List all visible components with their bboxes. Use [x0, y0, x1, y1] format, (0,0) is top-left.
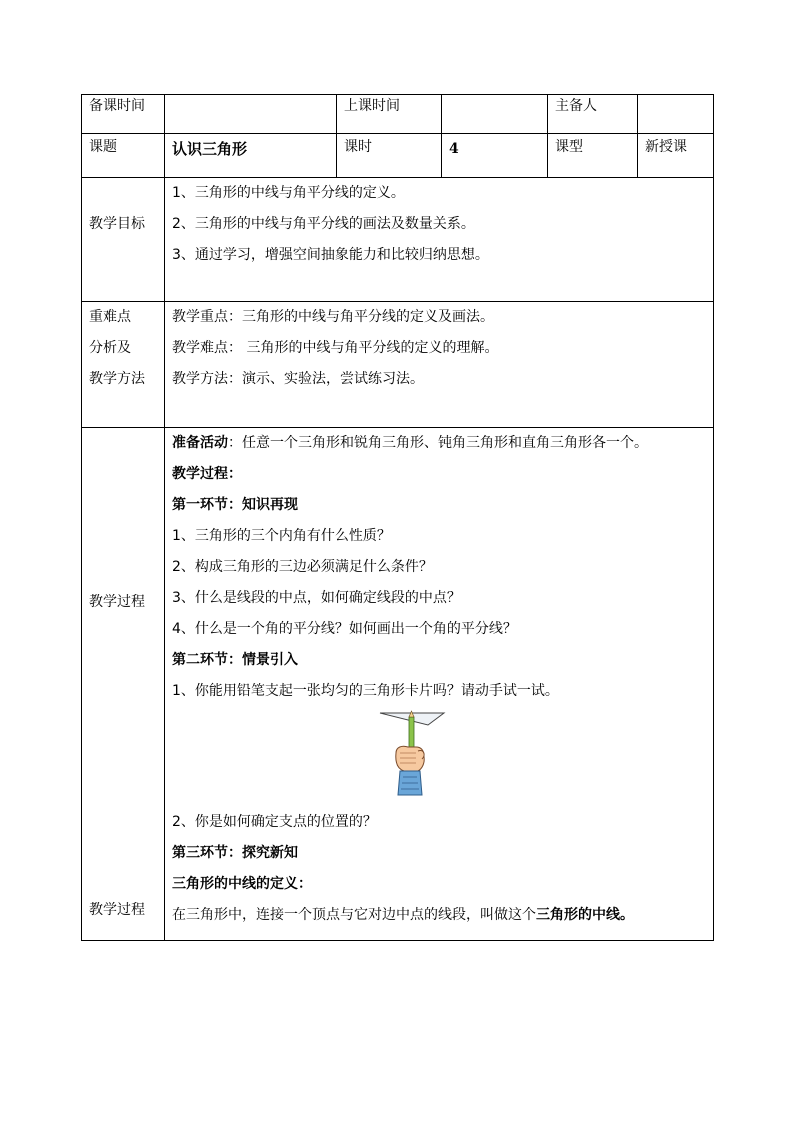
- median-definition-text: 在三角形中，连接一个顶点与它对边中点的线段，叫做这个: [172, 907, 536, 923]
- process-label-cell: [82, 428, 165, 941]
- lead-value-cell: [638, 95, 714, 134]
- prep-activity-text: ：任意一个三角形和锐角三角形、钝角三角形和直角三角形各一个。: [228, 435, 648, 451]
- topic-row: [82, 134, 714, 178]
- objectives-content-cell: [165, 178, 714, 302]
- type-label: 课型: [555, 139, 583, 155]
- section-1-question-1: 1、三角形的三个内角有什么性质？: [172, 528, 391, 544]
- period-value-cell: [442, 134, 548, 178]
- type-value: 新授课: [645, 139, 687, 155]
- prep-time-value-cell: [165, 95, 337, 134]
- key-points-row: [82, 302, 714, 428]
- median-definition-line: [172, 900, 706, 931]
- process-row: [82, 428, 714, 941]
- period-value: 4: [449, 141, 459, 157]
- key-point-method: 教学方法：演示、实验法，尝试练习法。: [172, 371, 424, 387]
- objective-item-3: 3、通过学习，增强空间抽象能力和比较归纳思想。: [172, 247, 489, 263]
- objective-item-1: 1、三角形的中线与角平分线的定义。: [172, 185, 405, 201]
- topic-value-cell: [165, 134, 337, 178]
- key-points-content-cell: [165, 302, 714, 428]
- section-1-question-2: 2、构成三角形的三边必须满足什么条件？: [172, 559, 433, 575]
- prep-activity-line: [172, 428, 706, 459]
- prep-time-label-cell: [82, 95, 165, 134]
- section-3-heading: 第三环节：探究新知: [172, 845, 298, 861]
- key-points-label-line-3: 教学方法: [89, 371, 145, 387]
- section-1-question-3: 3、什么是线段的中点，如何确定线段的中点？: [172, 590, 461, 606]
- type-value-cell: [638, 134, 714, 178]
- key-point-difficulty: 教学难点： 三角形的中线与角平分线的定义的理解。: [172, 340, 499, 356]
- key-points-label-cell: [82, 302, 165, 428]
- period-label: 课时: [344, 139, 372, 155]
- lead-label: 主备人: [555, 98, 597, 114]
- section-1-heading: 第一环节：知识再现: [172, 497, 298, 513]
- topic-value: 认识三角形: [172, 140, 248, 158]
- lesson-plan-table: [81, 94, 714, 941]
- class-time-label: 上课时间: [344, 98, 400, 114]
- hand-pencil-card-icon: [378, 707, 448, 799]
- process-content-cell: [165, 428, 714, 941]
- median-definition-term: 三角形的中线。: [536, 907, 634, 923]
- type-label-cell: [548, 134, 638, 178]
- class-time-label-cell: [337, 95, 442, 134]
- process-heading: 教学过程：: [172, 466, 242, 482]
- process-label-2: 教学过程: [89, 902, 145, 918]
- section-2-question-1: 1、你能用铅笔支起一张均匀的三角形卡片吗？请动手试一试。: [172, 683, 559, 699]
- prep-activity-heading: 准备活动: [172, 435, 228, 451]
- pencil-triangle-illustration: [172, 707, 706, 807]
- process-label-1: 教学过程: [89, 594, 145, 610]
- objectives-label: 教学目标: [89, 215, 145, 232]
- section-2-question-2: 2、你是如何确定支点的位置的？: [172, 814, 377, 830]
- key-point-focus: 教学重点：三角形的中线与角平分线的定义及画法。: [172, 309, 494, 325]
- key-points-label-line-2: 分析及: [89, 340, 131, 356]
- median-definition-heading: 三角形的中线的定义：: [172, 876, 312, 892]
- section-2-heading: 第二环节：情景引入: [172, 652, 298, 668]
- objectives-label-cell: [82, 178, 165, 302]
- topic-label-cell: [82, 134, 165, 178]
- prep-time-label: 备课时间: [89, 98, 145, 114]
- objective-item-2: 2、三角形的中线与角平分线的画法及数量关系。: [172, 216, 475, 232]
- period-label-cell: [337, 134, 442, 178]
- objectives-row: [82, 178, 714, 302]
- topic-label: 课题: [89, 139, 117, 155]
- class-time-value-cell: [442, 95, 548, 134]
- section-1-question-4: 4、什么是一个角的平分线？如何画出一个角的平分线？: [172, 621, 517, 637]
- lead-label-cell: [548, 95, 638, 134]
- header-row: [82, 95, 714, 134]
- key-points-label-line-1: 重难点: [89, 309, 131, 325]
